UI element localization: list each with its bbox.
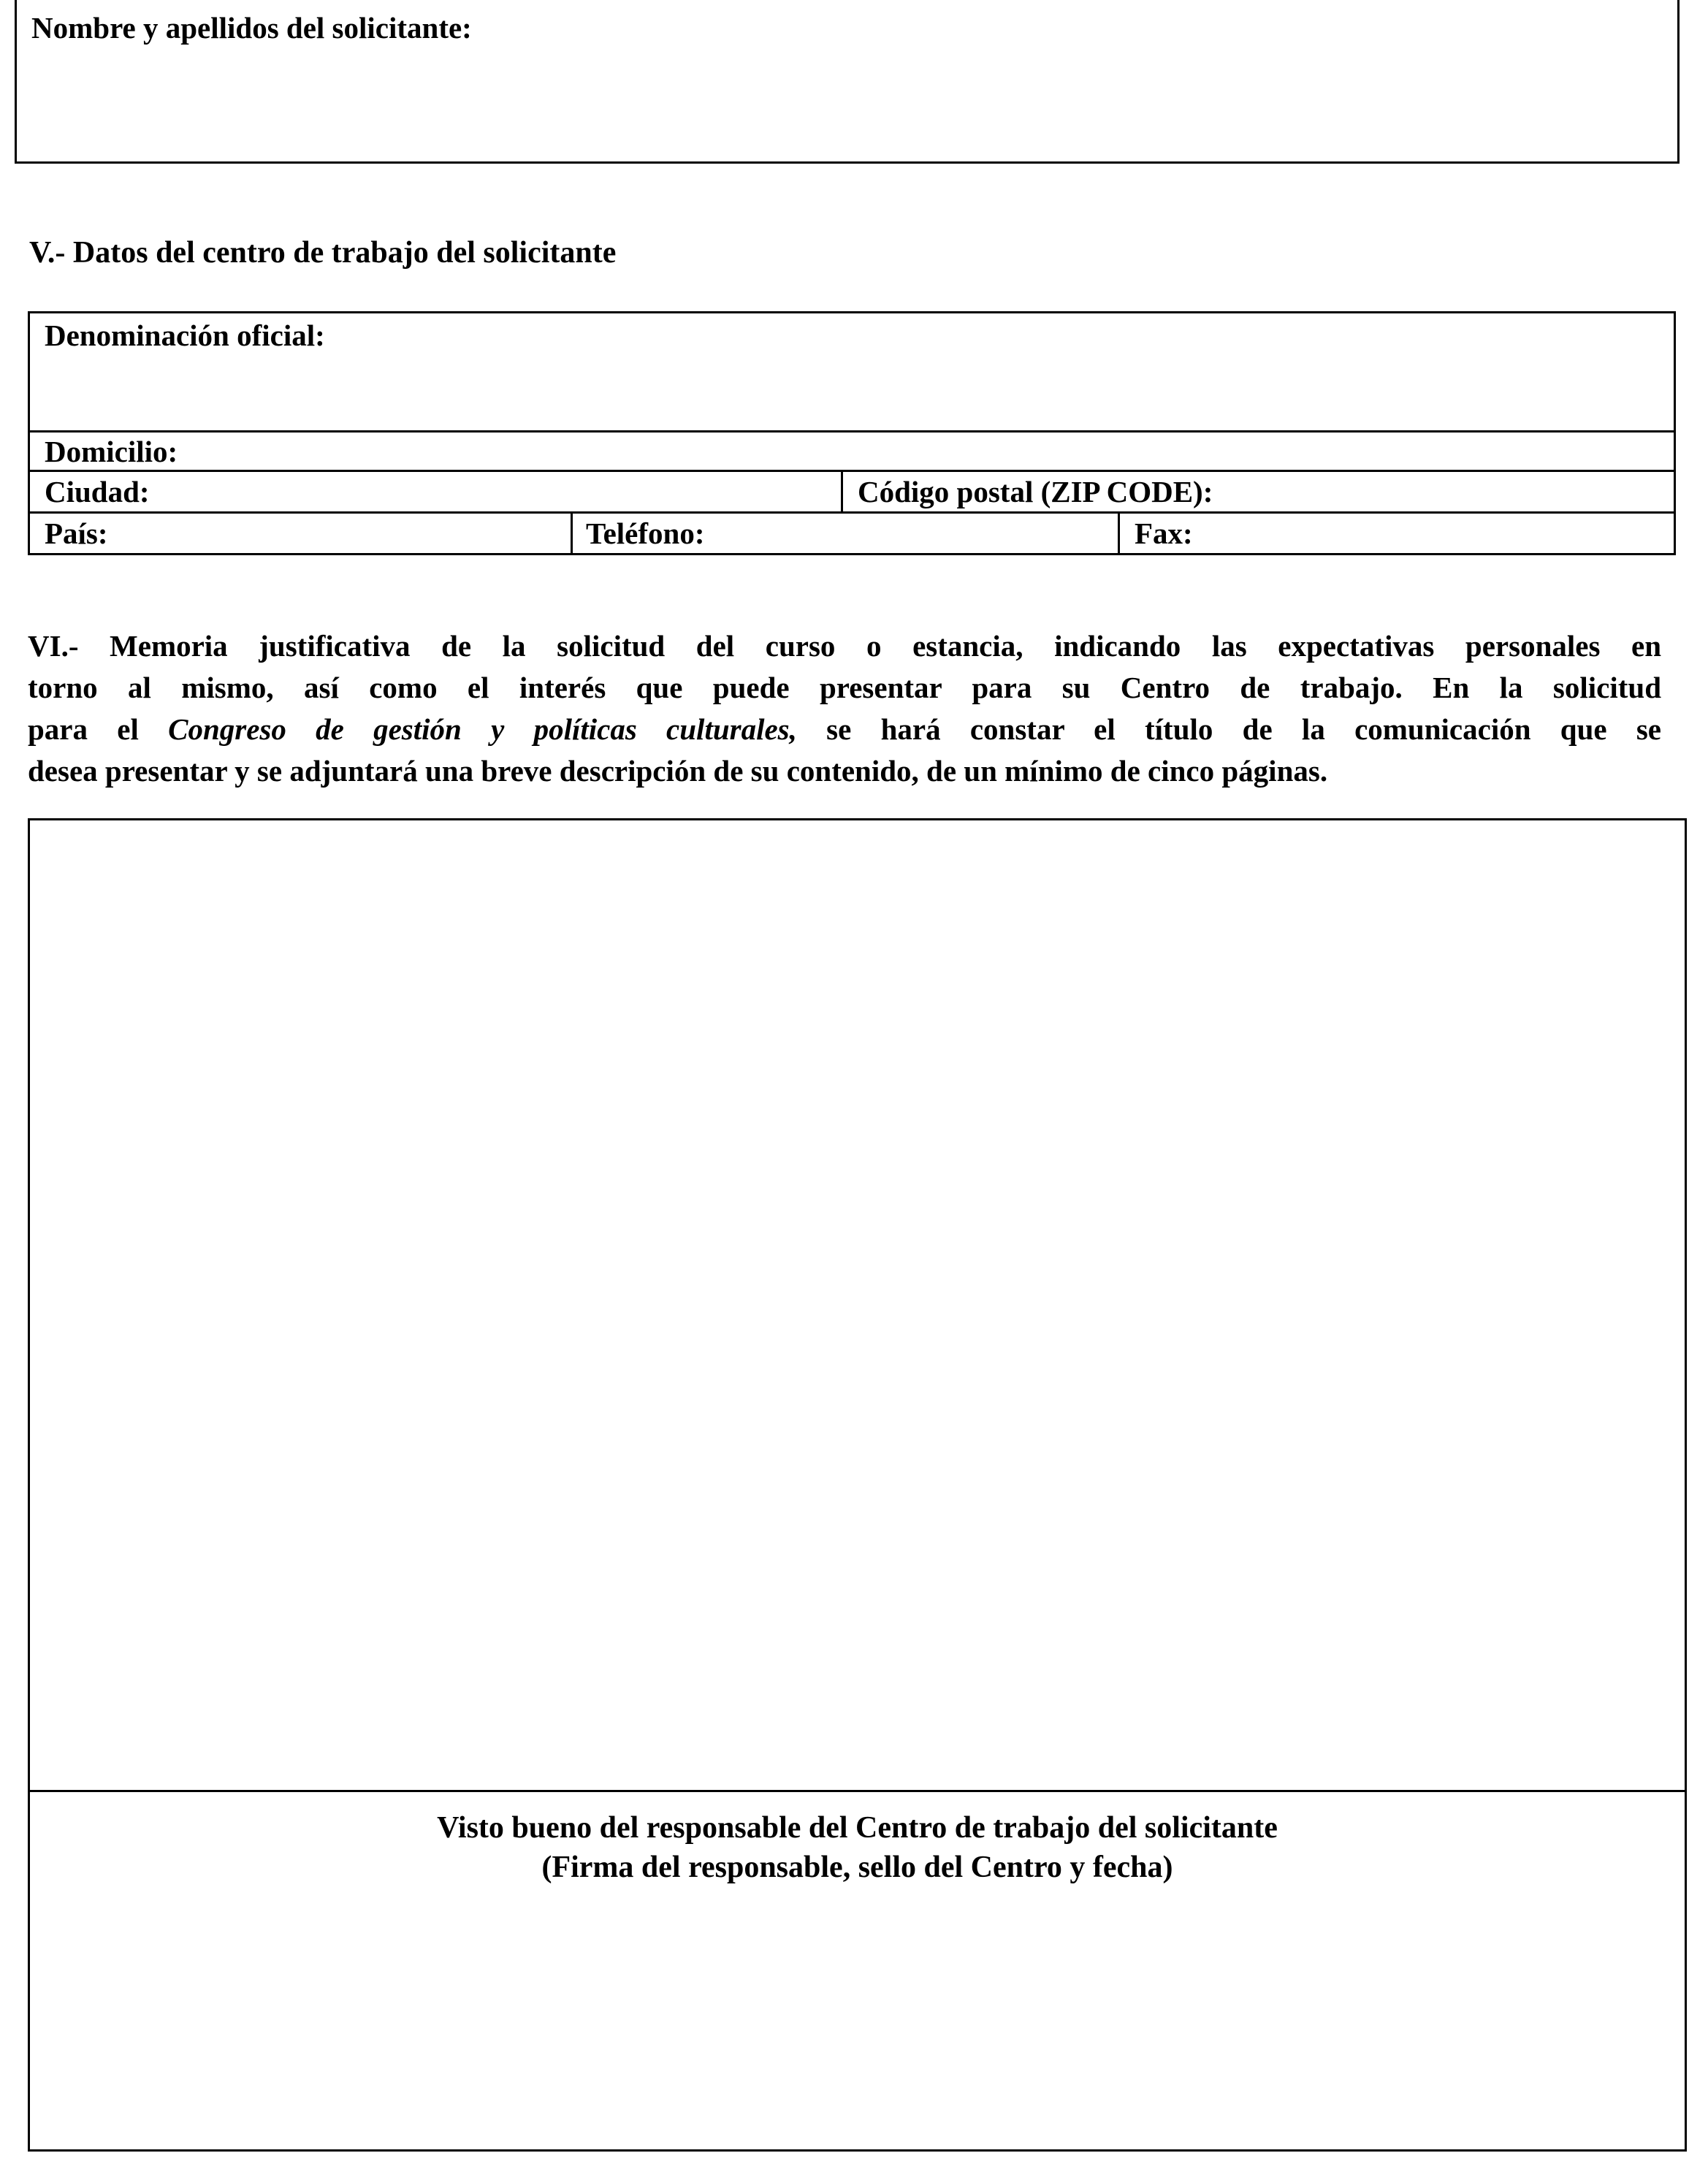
domicilio-field[interactable] xyxy=(30,433,1674,470)
section-v-heading: V.- Datos del centro de trabajo del solicitante xyxy=(29,236,617,270)
denominacion-field[interactable] xyxy=(30,313,1674,430)
workplace-data-table xyxy=(28,311,1676,555)
section-vi-line-2: torno al mismo, así como el interés que puede presentar para su Centro de trabajo. En la solicitud xyxy=(28,671,1661,704)
text-segment: se hará constar el título de la comunicación que se xyxy=(796,712,1662,746)
memoria-box xyxy=(28,818,1687,2152)
codigo-postal-field[interactable] xyxy=(843,472,1674,511)
ciudad-label: Ciudad: xyxy=(45,475,150,508)
section-vi-instructions xyxy=(28,625,1661,792)
pais-field[interactable] xyxy=(30,514,571,555)
telefono-field[interactable] xyxy=(573,514,1118,555)
pais-label: País: xyxy=(45,517,108,550)
ciudad-field[interactable] xyxy=(30,472,841,511)
approval-title: Visto bueno del responsable del Centro de trabajo del solicitante xyxy=(437,1811,1278,1845)
approval-area[interactable] xyxy=(30,1792,1685,2149)
applicant-name-label: Nombre y apellidos del solicitante: xyxy=(31,11,472,45)
telefono-label: Teléfono: xyxy=(586,517,705,550)
applicant-name-box[interactable] xyxy=(15,0,1680,164)
denominacion-label: Denominación oficial: xyxy=(45,319,325,352)
fax-label: Fax: xyxy=(1135,517,1193,550)
codigo-postal-label: Código postal (ZIP CODE): xyxy=(858,475,1213,508)
congress-title: Congreso de gestión y políticas culturales, xyxy=(168,712,797,746)
approval-subtitle: (Firma del responsable, sello del Centro y fecha) xyxy=(541,1851,1173,1884)
fax-field[interactable] xyxy=(1120,514,1674,555)
section-vi-line-1: VI.- Memoria justificativa de la solicitud del curso o estancia, indicando las expectativas personales en xyxy=(28,629,1661,663)
section-vi-line-4: desea presentar y se adjuntará una breve descripción de su contenido, de un mínimo de cinco páginas. xyxy=(28,754,1328,788)
text-segment: para el xyxy=(28,712,169,746)
domicilio-label: Domicilio: xyxy=(45,435,178,468)
section-vi-line-3 xyxy=(28,709,1661,750)
memoria-text-area[interactable] xyxy=(30,820,1685,1790)
